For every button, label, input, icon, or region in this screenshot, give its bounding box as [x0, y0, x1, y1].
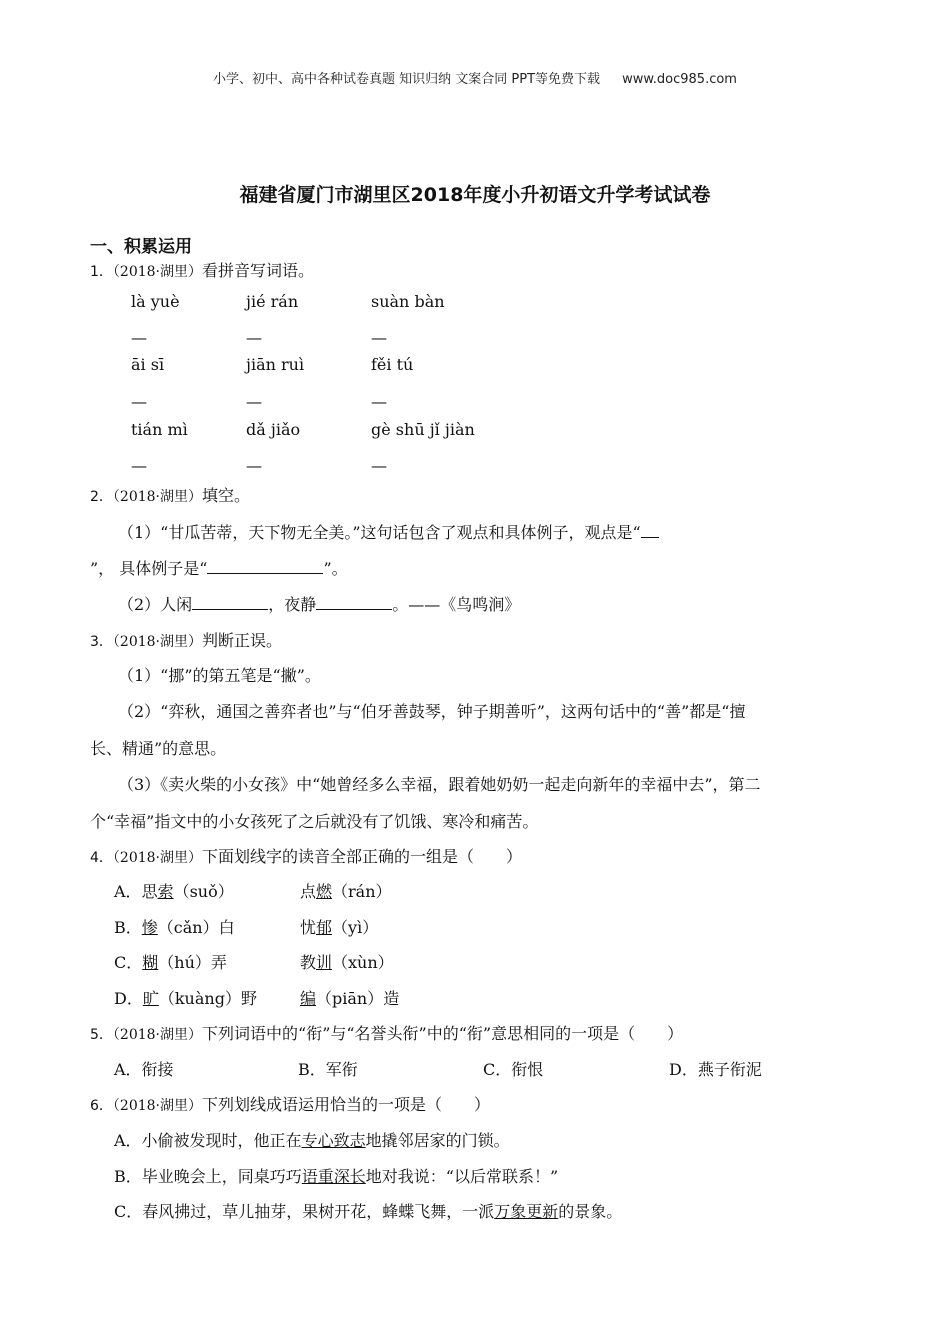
question-text: 下列划线成语运用恰当的一项是（ ） — [202, 1095, 491, 1114]
option-b-second-word: 忧郁（yì） — [300, 918, 379, 937]
question-source: （2018·湖里） — [112, 1098, 203, 1114]
question-number: 2． — [90, 489, 113, 505]
question-number: 4． — [90, 850, 113, 866]
answer-blank[interactable]: — — [246, 328, 262, 347]
pinyin-3: suàn bàn — [371, 292, 445, 311]
pinyin-8: dǎ jiǎo — [246, 420, 301, 439]
pinyin-6: fěi tú — [371, 355, 414, 374]
question-number: 5． — [90, 1027, 113, 1043]
pinyin-2: jié rán — [246, 292, 299, 311]
question-text: 填空。 — [202, 486, 251, 505]
answer-blank[interactable]: — — [131, 456, 147, 475]
option-c[interactable]: C．春风拂过，草儿抽芽，果树开花，蜂蝶飞舞，一派万象更新的景象。 — [114, 1202, 623, 1221]
question-4-stem — [90, 844, 522, 867]
question-source: （2018·湖里） — [112, 264, 203, 280]
option-b[interactable]: B．毕业晚会上，同桌巧巧语重深长地对我说：“以后常联系！” — [114, 1167, 559, 1186]
page-header — [0, 68, 950, 87]
option-a[interactable]: A．衔接 — [114, 1060, 174, 1079]
question-2-stem — [90, 483, 250, 506]
option-c-second-word: 教训（xùn） — [300, 953, 394, 972]
option-c[interactable]: C．糊（hú）弄 — [114, 953, 227, 972]
pinyin-4: āi sī — [131, 355, 165, 374]
question-6-stem — [90, 1092, 490, 1115]
question-text: 下列词语中的“衔”与“名誉头衔”中的“衔”意思相同的一项是（ ） — [202, 1024, 684, 1043]
underlined-idiom: 语重深长 — [301, 1167, 366, 1186]
answer-blank[interactable]: — — [131, 328, 147, 347]
q3-statement-1: （1）“挪”的第五笔是“撇”。 — [118, 666, 321, 685]
option-a[interactable]: A．思索（suǒ） — [114, 882, 234, 901]
pinyin-1: là yuè — [131, 292, 180, 311]
q2-part1-line2: ”， 具体例子是“ ”。 — [90, 559, 348, 578]
underlined-idiom: 万象更新 — [494, 1202, 559, 1221]
answer-blank[interactable]: — — [131, 392, 147, 411]
answer-blank[interactable]: — — [246, 456, 262, 475]
option-d[interactable]: D．燕子衔泥 — [669, 1060, 762, 1079]
option-c[interactable]: C．衔恨 — [483, 1060, 544, 1079]
question-number: 3． — [90, 634, 113, 650]
question-number: 6． — [90, 1098, 113, 1114]
pinyin-7: tián mì — [131, 420, 188, 439]
fill-blank[interactable] — [316, 595, 392, 610]
q3-statement-3-line1: （3）《卖火柴的小女孩》中“她曾经多么幸福，跟着她奶奶一起走向新年的幸福中去”，第二 — [118, 775, 761, 794]
question-source: （2018·湖里） — [112, 1027, 203, 1043]
header-site[interactable]: www.doc985.com — [622, 72, 737, 87]
pinyin-5: jiān ruì — [246, 355, 305, 374]
question-source: （2018·湖里） — [112, 850, 203, 866]
exam-title: 福建省厦门市湖里区2018年度小升初语文升学考试试卷 — [239, 184, 711, 206]
q3-statement-3-line2: 个“幸福”指文中的小女孩死了之后就没有了饥饿、寒冷和痛苦。 — [90, 812, 539, 831]
q2-part2: （2）人闲 ，夜静 。——《鸟鸣涧》 — [118, 595, 521, 614]
question-3-stem — [90, 628, 282, 651]
fill-blank[interactable] — [192, 595, 268, 610]
question-source: （2018·湖里） — [112, 489, 203, 505]
q3-statement-2-line1: （2）“弈秋，通国之善弈者也”与“伯牙善鼓琴，钟子期善听”，这两句话中的“善”都是“擅 — [118, 702, 746, 721]
answer-blank[interactable]: — — [246, 392, 262, 411]
option-a[interactable]: A．小偷被发现时，他正在专心致志地撬邻居家的门锁。 — [114, 1131, 510, 1150]
question-text: 判断正误。 — [202, 631, 283, 650]
question-5-stem — [90, 1021, 683, 1044]
option-b[interactable]: B．惨（cǎn）白 — [114, 918, 235, 937]
question-text: 下面划线字的读音全部正确的一组是（ ） — [202, 847, 523, 866]
header-text: 小学、初中、高中各种试卷真题 知识归纳 文案合同 PPT等免费下载 — [213, 72, 601, 87]
answer-blank[interactable]: — — [371, 392, 387, 411]
q2-part1-line1: （1）“甘瓜苦蒂，天下物无全美。”这句话包含了观点和具体例子，观点是“ — [118, 520, 659, 543]
fill-blank[interactable] — [207, 559, 323, 574]
option-a-second-word: 点燃（rán） — [300, 882, 392, 901]
option-b[interactable]: B．军衔 — [298, 1060, 358, 1079]
question-1-stem — [90, 258, 314, 281]
section-heading: 一、积累运用 — [90, 237, 192, 257]
pinyin-9: gè shū jǐ jiàn — [371, 420, 475, 439]
option-d-second-word: 编（piān）造 — [300, 989, 400, 1008]
q3-statement-2-line2: 长、精通”的意思。 — [90, 739, 227, 758]
answer-blank[interactable]: — — [371, 328, 387, 347]
question-text: 看拼音写词语。 — [202, 261, 315, 280]
question-source: （2018·湖里） — [112, 634, 203, 650]
option-d[interactable]: D．旷（kuàng）野 — [114, 989, 257, 1008]
fill-blank[interactable] — [641, 523, 659, 538]
question-number: 1． — [90, 264, 113, 280]
underlined-idiom: 专心致志 — [301, 1131, 366, 1150]
answer-blank[interactable]: — — [371, 456, 387, 475]
